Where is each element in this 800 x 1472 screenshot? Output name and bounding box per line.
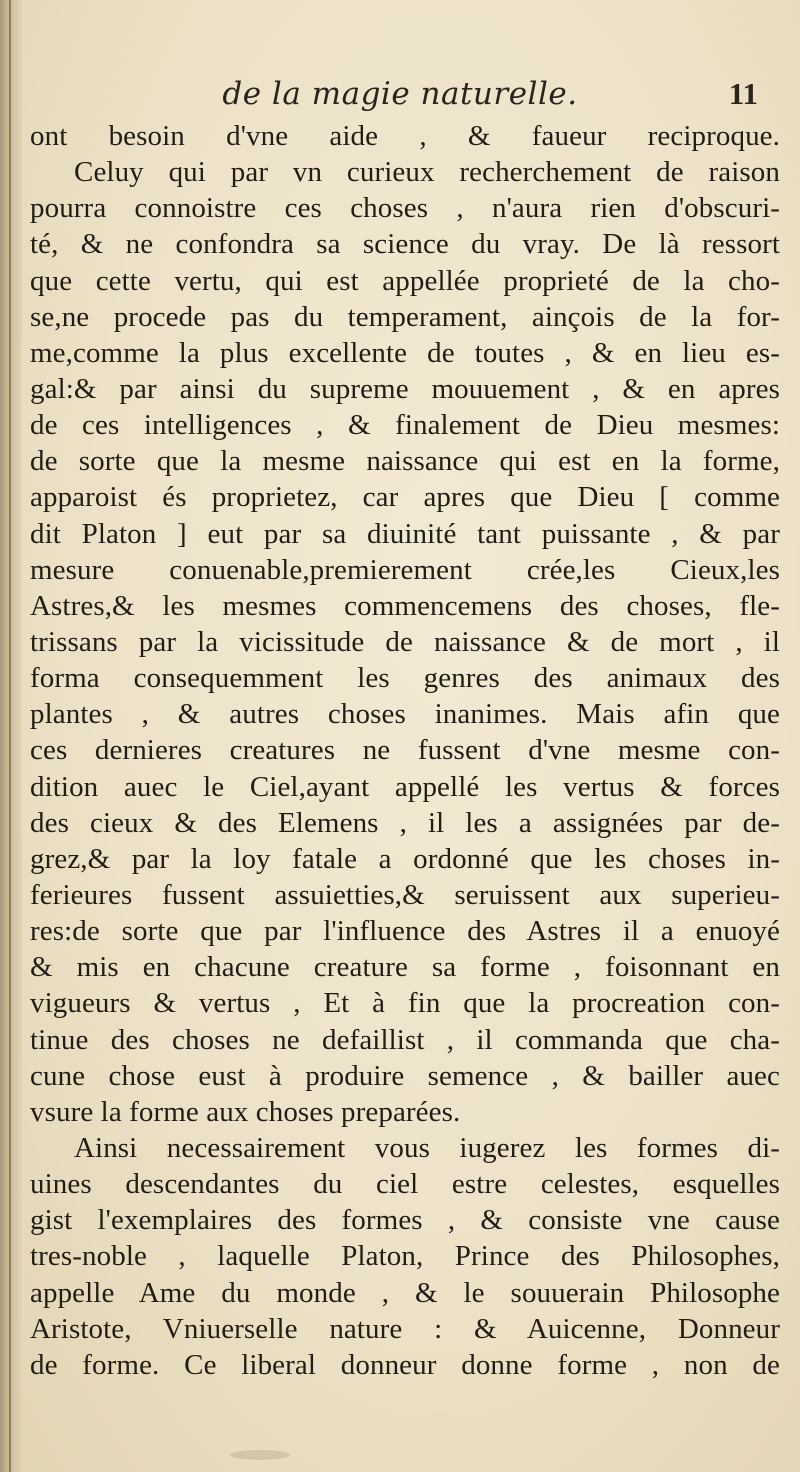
text-line: vsure la forme aux choses preparées.: [30, 1095, 461, 1128]
text-line: dit Platon ] eut par sa diuinité tant puissante , & par: [30, 517, 780, 550]
page-number: 11: [728, 76, 758, 111]
text-line: plantes , & autres choses inanimes. Mais afin que: [30, 698, 780, 731]
text-line: appelle Ame du monde , & le souuerain Philosophe: [30, 1276, 780, 1309]
text-line: gal:& par ainsi du supreme mouuement , & en apres: [30, 372, 780, 405]
text-line: vigueurs & vertus , Et à fin que la procreation con-: [30, 987, 780, 1020]
text-line: se,ne procede pas du temperament, ainçois de la for-: [30, 300, 780, 333]
body-text: [30, 118, 780, 1383]
running-title: de la magie naturelle.: [222, 76, 578, 112]
text-line: ferieures fussent assuietties,& seruissent aux superieu-: [30, 878, 780, 911]
text-line: dition auec le Ciel,ayant appellé les vertus & forces: [30, 770, 780, 803]
text-line: & mis en chacune creature sa forme , foisonnant en: [30, 951, 780, 984]
text-line: ces dernieres creatures ne fussent d'vne mesme con-: [30, 734, 780, 767]
text-line: apparoist és proprietez, car apres que Dieu [ comme: [30, 481, 780, 514]
text-line: me,comme la plus excellente de toutes , & en lieu es-: [30, 336, 780, 369]
text-line: de sorte que la mesme naissance qui est en la forme,: [30, 445, 780, 478]
text-line: tinue des choses ne defaillist , il commanda que cha-: [30, 1023, 780, 1056]
gutter-shadow-line: [9, 0, 11, 1472]
text-line: Astres,& les mesmes commencemens des choses, fle-: [30, 589, 780, 622]
text-line: de forme. Ce liberal donneur donne forme , non de: [30, 1348, 780, 1381]
text-line: grez,& par la loy fatale a ordonné que les choses in-: [30, 842, 780, 875]
text-line: forma consequemment les genres des animaux des: [30, 662, 780, 695]
text-line: que cette vertu, qui est appellée proprieté de la cho-: [30, 264, 780, 297]
text-line: Aristote, Vniuerselle nature : & Auicenne, Donneur: [30, 1312, 780, 1345]
text-line: trissans par la vicissitude de naissance & de mort , il: [30, 625, 780, 658]
text-line: Celuy qui par vn curieux recherchement de raison: [74, 156, 780, 189]
text-line: des cieux & des Elemens , il les a assignées par de-: [30, 806, 780, 839]
text-line: res:de sorte que par l'influence des Astres il a enuoyé: [30, 915, 780, 948]
text-line: mesure conuenable,premierement crée,les Cieux,les: [30, 553, 780, 586]
text-line: tres-noble , laquelle Platon, Prince des Philosophes,: [30, 1240, 780, 1273]
text-line: ont besoin d'vne aide , & faueur reciproque.: [30, 120, 780, 152]
text-line: té, & ne confondra sa science du vray. De là ressort: [30, 228, 780, 261]
text-line: pourra connoistre ces choses , n'aura rien d'obscuri-: [30, 192, 780, 225]
text-line: cune chose eust à produire semence , & bailler auec: [30, 1059, 780, 1092]
text-line: de ces intelligences , & finalement de Dieu mesmes:: [30, 409, 780, 442]
text-line: Ainsi necessairement vous iugerez les formes di-: [74, 1131, 780, 1164]
page-header: [0, 72, 800, 120]
text-line: gist l'exemplaires des formes , & consiste vne cause: [30, 1204, 780, 1237]
text-line: uines descendantes du ciel estre celestes, esquelles: [30, 1168, 780, 1201]
ink-smudge: [230, 1450, 290, 1460]
page-gutter: [0, 0, 22, 1472]
